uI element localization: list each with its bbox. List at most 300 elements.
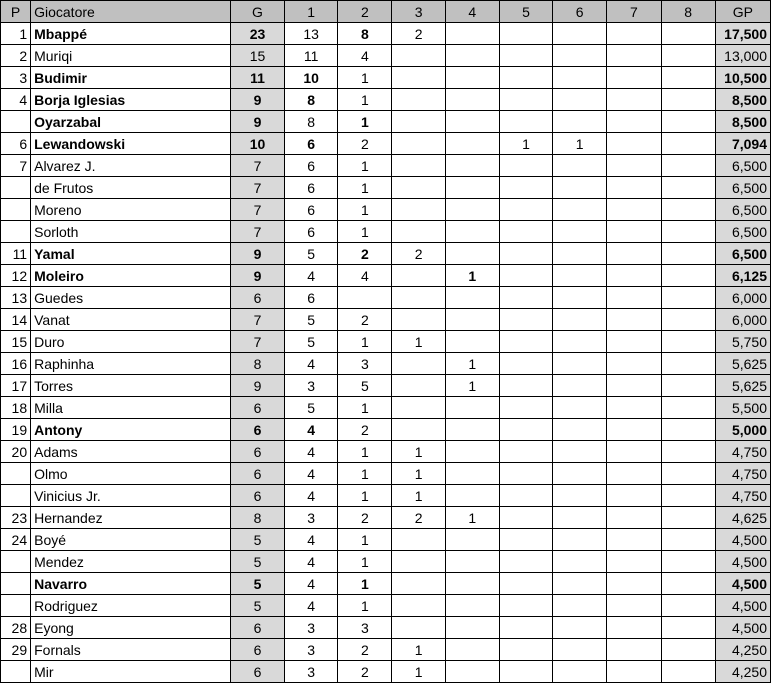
cell-col-7 [607,287,661,309]
table-row [1,89,771,111]
cell-player: Mbappé [31,23,231,45]
cell-col-3 [392,375,445,397]
table-row [1,375,771,397]
cell-col-1: 6 [285,133,338,155]
cell-gp: 13,000 [715,45,770,67]
cell-col-2: 2 [338,419,392,441]
cell-goals: 6 [230,441,284,463]
cell-gp: 17,500 [715,23,770,45]
cell-player: Torres [31,375,231,397]
cell-col-8 [661,23,715,45]
cell-gp: 4,750 [715,463,770,485]
cell-col-5 [499,551,552,573]
cell-position: 3 [1,67,31,89]
cell-gp: 6,500 [715,199,770,221]
cell-col-3 [392,287,445,309]
cell-goals: 5 [230,595,284,617]
cell-col-4 [445,551,499,573]
cell-col-4 [445,331,499,353]
cell-col-3 [392,177,445,199]
cell-col-3: 1 [392,661,445,683]
cell-col-2: 5 [338,375,392,397]
cell-player: Adams [31,441,231,463]
cell-col-5 [499,23,552,45]
cell-player: Sorloth [31,221,231,243]
cell-position: 16 [1,353,31,375]
cell-col-7 [607,463,661,485]
cell-col-1: 4 [285,595,338,617]
header-row [1,1,771,23]
cell-col-2: 1 [338,67,392,89]
cell-col-2: 1 [338,485,392,507]
cell-player: Mir [31,661,231,683]
cell-position: 1 [1,23,31,45]
cell-col-3 [392,419,445,441]
cell-col-5 [499,639,552,661]
cell-col-5 [499,265,552,287]
cell-col-1: 4 [285,441,338,463]
cell-col-7 [607,331,661,353]
cell-col-1: 4 [285,265,338,287]
cell-col-6 [553,23,607,45]
cell-col-2: 1 [338,595,392,617]
cell-position [1,177,31,199]
cell-col-7 [607,551,661,573]
cell-col-1: 4 [285,419,338,441]
cell-position [1,485,31,507]
cell-col-3 [392,397,445,419]
header-goals: G [230,1,284,23]
cell-col-8 [661,375,715,397]
cell-col-4 [445,595,499,617]
cell-col-1: 4 [285,551,338,573]
cell-player: Vanat [31,309,231,331]
cell-col-7 [607,419,661,441]
cell-col-7 [607,265,661,287]
cell-col-6 [553,485,607,507]
cell-col-4 [445,133,499,155]
table-row [1,529,771,551]
cell-col-5 [499,507,552,529]
cell-position: 11 [1,243,31,265]
cell-gp: 5,500 [715,397,770,419]
cell-col-4 [445,419,499,441]
cell-col-5 [499,353,552,375]
cell-col-7 [607,243,661,265]
cell-col-1: 11 [285,45,338,67]
cell-col-7 [607,397,661,419]
cell-goals: 7 [230,155,284,177]
cell-col-2: 3 [338,617,392,639]
cell-position [1,221,31,243]
cell-col-4 [445,199,499,221]
cell-col-5 [499,111,552,133]
table-row [1,551,771,573]
cell-goals: 7 [230,177,284,199]
table-row [1,573,771,595]
cell-position: 12 [1,265,31,287]
cell-col-3: 1 [392,463,445,485]
cell-col-7 [607,309,661,331]
cell-col-5 [499,67,552,89]
table-row [1,221,771,243]
cell-col-2: 1 [338,463,392,485]
cell-goals: 6 [230,463,284,485]
cell-col-3: 2 [392,507,445,529]
header-col-7: 7 [607,1,661,23]
cell-player: Oyarzabal [31,111,231,133]
cell-col-2: 1 [338,441,392,463]
cell-col-3 [392,573,445,595]
cell-col-1: 6 [285,221,338,243]
cell-goals: 5 [230,529,284,551]
cell-player: Duro [31,331,231,353]
cell-gp: 6,500 [715,221,770,243]
cell-col-4 [445,639,499,661]
cell-position: 28 [1,617,31,639]
cell-player: Lewandowski [31,133,231,155]
cell-col-7 [607,375,661,397]
cell-col-4 [445,573,499,595]
cell-goals: 9 [230,111,284,133]
cell-col-6 [553,287,607,309]
cell-player: Mendez [31,551,231,573]
cell-col-4 [445,309,499,331]
cell-col-4: 1 [445,507,499,529]
cell-col-8 [661,177,715,199]
cell-position: 4 [1,89,31,111]
cell-col-7 [607,617,661,639]
cell-col-2: 1 [338,221,392,243]
cell-col-2: 3 [338,353,392,375]
cell-col-8 [661,133,715,155]
cell-col-2: 1 [338,177,392,199]
cell-gp: 8,500 [715,111,770,133]
cell-player: Boyé [31,529,231,551]
cell-col-5 [499,573,552,595]
cell-col-1: 4 [285,353,338,375]
cell-goals: 6 [230,419,284,441]
cell-col-1: 10 [285,67,338,89]
cell-player: Antony [31,419,231,441]
cell-player: Guedes [31,287,231,309]
cell-goals: 9 [230,375,284,397]
cell-position [1,551,31,573]
cell-col-4 [445,221,499,243]
cell-col-5 [499,177,552,199]
cell-col-6 [553,375,607,397]
cell-col-1: 3 [285,375,338,397]
cell-col-5 [499,463,552,485]
cell-goals: 10 [230,133,284,155]
table-row [1,177,771,199]
cell-col-2: 2 [338,661,392,683]
cell-col-2: 1 [338,155,392,177]
cell-col-7 [607,507,661,529]
cell-gp: 5,625 [715,353,770,375]
header-col-6: 6 [553,1,607,23]
cell-goals: 9 [230,89,284,111]
cell-goals: 6 [230,639,284,661]
cell-goals: 15 [230,45,284,67]
table-row [1,45,771,67]
cell-col-2: 1 [338,573,392,595]
cell-col-6 [553,419,607,441]
cell-col-4: 1 [445,265,499,287]
cell-col-4 [445,89,499,111]
cell-col-4: 1 [445,375,499,397]
cell-gp: 4,500 [715,595,770,617]
cell-col-6 [553,265,607,287]
cell-col-4 [445,155,499,177]
cell-col-6 [553,573,607,595]
cell-col-6 [553,309,607,331]
table-row [1,309,771,331]
cell-player: Navarro [31,573,231,595]
table-row [1,661,771,683]
cell-col-2 [338,287,392,309]
cell-position: 2 [1,45,31,67]
cell-goals: 6 [230,485,284,507]
cell-position: 6 [1,133,31,155]
cell-col-2: 2 [338,639,392,661]
cell-col-3: 1 [392,639,445,661]
table-row [1,441,771,463]
cell-col-5 [499,287,552,309]
cell-col-3 [392,221,445,243]
cell-col-5 [499,221,552,243]
cell-col-6 [553,639,607,661]
cell-player: Rodriguez [31,595,231,617]
cell-position: 14 [1,309,31,331]
cell-gp: 6,000 [715,309,770,331]
header-col-2: 2 [338,1,392,23]
cell-col-6 [553,595,607,617]
cell-col-1: 4 [285,573,338,595]
cell-col-8 [661,331,715,353]
cell-goals: 5 [230,573,284,595]
table-row [1,463,771,485]
cell-player: Budimir [31,67,231,89]
cell-col-8 [661,67,715,89]
header-gp: GP [715,1,770,23]
cell-col-2: 8 [338,23,392,45]
cell-goals: 7 [230,199,284,221]
cell-col-2: 1 [338,397,392,419]
cell-player: Olmo [31,463,231,485]
cell-col-4 [445,287,499,309]
cell-position: 20 [1,441,31,463]
cell-col-6 [553,177,607,199]
cell-col-8 [661,573,715,595]
cell-col-2: 4 [338,45,392,67]
cell-col-4 [445,397,499,419]
cell-col-5 [499,199,552,221]
cell-col-2: 1 [338,89,392,111]
cell-position [1,573,31,595]
cell-gp: 7,094 [715,133,770,155]
cell-col-8 [661,89,715,111]
cell-position [1,595,31,617]
table-body [1,23,771,683]
table-row [1,265,771,287]
cell-col-2: 1 [338,199,392,221]
cell-player: Eyong [31,617,231,639]
cell-col-4 [445,441,499,463]
table-row [1,595,771,617]
cell-position: 23 [1,507,31,529]
cell-player: Alvarez J. [31,155,231,177]
cell-col-3 [392,265,445,287]
cell-position: 18 [1,397,31,419]
cell-col-7 [607,177,661,199]
cell-col-7 [607,23,661,45]
cell-col-5 [499,155,552,177]
cell-col-1: 3 [285,507,338,529]
table-row [1,485,771,507]
cell-position: 7 [1,155,31,177]
cell-col-6 [553,463,607,485]
cell-col-8 [661,661,715,683]
cell-col-6 [553,67,607,89]
cell-col-1: 6 [285,177,338,199]
cell-col-5 [499,419,552,441]
cell-col-8 [661,463,715,485]
cell-col-5 [499,375,552,397]
table-row [1,507,771,529]
cell-col-5 [499,661,552,683]
cell-col-6 [553,551,607,573]
cell-col-3: 1 [392,331,445,353]
cell-goals: 6 [230,661,284,683]
cell-col-4 [445,67,499,89]
cell-col-3 [392,353,445,375]
cell-col-7 [607,89,661,111]
cell-col-8 [661,551,715,573]
cell-col-3 [392,617,445,639]
cell-col-1: 3 [285,617,338,639]
cell-col-7 [607,529,661,551]
cell-col-6 [553,89,607,111]
cell-gp: 5,750 [715,331,770,353]
cell-gp: 4,750 [715,485,770,507]
cell-col-6 [553,199,607,221]
cell-col-5: 1 [499,133,552,155]
cell-col-5 [499,529,552,551]
cell-player: Vinicius Jr. [31,485,231,507]
cell-goals: 6 [230,617,284,639]
cell-col-1: 5 [285,243,338,265]
cell-col-3: 2 [392,243,445,265]
cell-player: Milla [31,397,231,419]
table-row [1,287,771,309]
table-row [1,397,771,419]
cell-col-3 [392,45,445,67]
cell-col-4 [445,45,499,67]
cell-gp: 6,500 [715,155,770,177]
cell-col-6 [553,243,607,265]
header-col-8: 8 [661,1,715,23]
cell-gp: 4,250 [715,661,770,683]
cell-col-4 [445,111,499,133]
cell-col-1: 5 [285,397,338,419]
cell-col-3 [392,309,445,331]
cell-col-4 [445,529,499,551]
cell-col-2: 1 [338,529,392,551]
cell-gp: 4,500 [715,617,770,639]
cell-col-7 [607,573,661,595]
cell-col-8 [661,243,715,265]
table-row [1,331,771,353]
cell-col-7 [607,67,661,89]
cell-gp: 5,000 [715,419,770,441]
cell-col-3 [392,155,445,177]
table-row [1,199,771,221]
cell-col-2: 1 [338,551,392,573]
cell-col-2: 2 [338,507,392,529]
cell-col-1: 3 [285,639,338,661]
cell-col-8 [661,595,715,617]
header-position: P [1,1,31,23]
cell-col-3 [392,529,445,551]
cell-col-8 [661,419,715,441]
cell-goals: 23 [230,23,284,45]
cell-col-5 [499,397,552,419]
cell-col-1: 4 [285,529,338,551]
table-row [1,133,771,155]
cell-col-7 [607,45,661,67]
cell-col-5 [499,485,552,507]
cell-col-7 [607,111,661,133]
cell-col-6: 1 [553,133,607,155]
cell-col-2: 2 [338,309,392,331]
cell-col-3: 1 [392,441,445,463]
cell-col-5 [499,617,552,639]
cell-col-4 [445,617,499,639]
cell-gp: 4,250 [715,639,770,661]
cell-col-7 [607,595,661,617]
table-row [1,419,771,441]
cell-col-3 [392,67,445,89]
cell-col-6 [553,331,607,353]
cell-col-6 [553,221,607,243]
cell-position: 19 [1,419,31,441]
table-row [1,155,771,177]
cell-col-5 [499,243,552,265]
cell-col-2: 4 [338,265,392,287]
cell-col-8 [661,221,715,243]
cell-player: Moreno [31,199,231,221]
cell-col-7 [607,353,661,375]
cell-col-5 [499,441,552,463]
cell-col-7 [607,221,661,243]
cell-col-1: 6 [285,155,338,177]
cell-col-8 [661,309,715,331]
table-row [1,617,771,639]
cell-col-5 [499,595,552,617]
cell-player: Borja Iglesias [31,89,231,111]
cell-position: 29 [1,639,31,661]
cell-position [1,199,31,221]
cell-position: 15 [1,331,31,353]
cell-col-3 [392,133,445,155]
header-col-4: 4 [445,1,499,23]
header-col-5: 5 [499,1,552,23]
cell-position [1,111,31,133]
cell-col-7 [607,661,661,683]
cell-col-8 [661,155,715,177]
cell-col-7 [607,133,661,155]
